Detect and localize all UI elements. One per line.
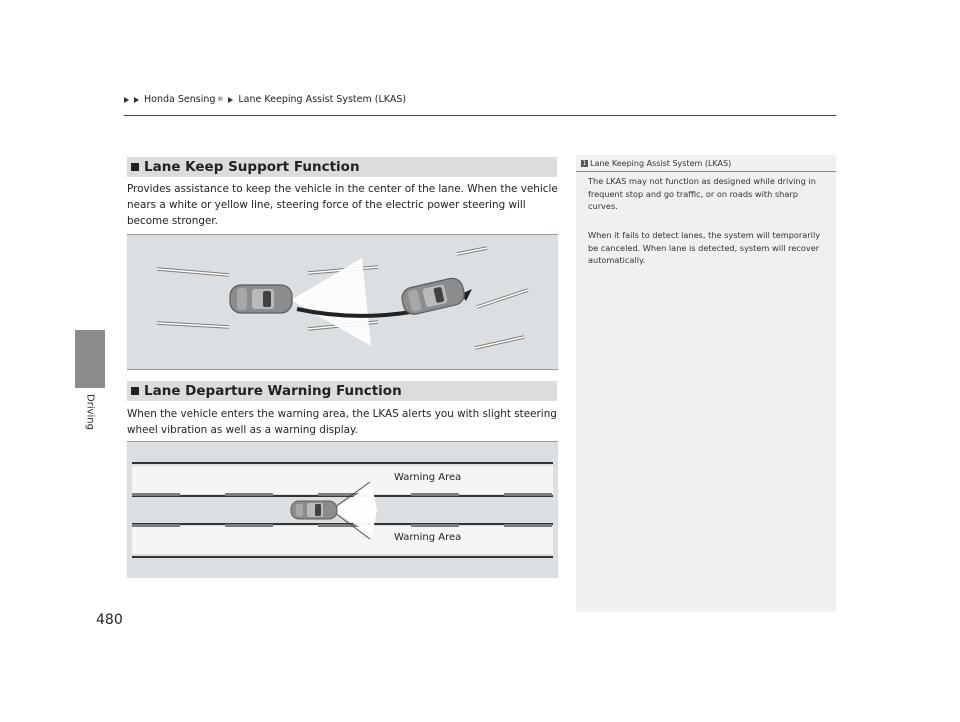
breadcrumb-item-honda-sensing[interactable]: Honda Sensing xyxy=(144,94,216,105)
registered-mark: ® xyxy=(217,96,224,103)
warning-area-label-bottom: Warning Area xyxy=(394,532,462,543)
warning-area-label-top: Warning Area xyxy=(394,472,462,483)
note-title-text: Lane Keeping Assist System (LKAS) xyxy=(590,159,732,168)
header-divider xyxy=(124,115,836,116)
note-divider xyxy=(576,171,836,172)
note-paragraph: When it fails to detect lanes, the system will temporarily be canceled. When lane is detected, system will recover automatically. xyxy=(588,230,821,265)
square-bullet-icon xyxy=(131,163,139,171)
car-icon xyxy=(291,501,337,519)
lane-keep-support-illustration xyxy=(127,234,558,370)
arrow-icon xyxy=(134,97,139,103)
section-body-text: When the vehicle enters the warning area, the LKAS alerts you with slight steering wheel vibration as well as a warning display. xyxy=(127,408,557,436)
section-title: Lane Departure Warning Function xyxy=(144,383,402,399)
lane-departure-warning-illustration xyxy=(127,441,558,578)
arrow-icon xyxy=(124,97,129,103)
reference-icon: 1 xyxy=(582,160,587,167)
breadcrumb-item-lkas[interactable]: Lane Keeping Assist System (LKAS) xyxy=(238,94,407,105)
car-icon xyxy=(230,285,292,313)
square-bullet-icon xyxy=(131,387,139,395)
chapter-label: Driving xyxy=(84,394,96,430)
note-title xyxy=(581,159,731,168)
note-paragraph: The LKAS may not function as designed while driving in frequent stop and go traffic, or on roads with sharp curves. xyxy=(588,176,816,211)
sidebar-note xyxy=(576,155,836,612)
section-title: Lane Keep Support Function xyxy=(144,159,360,175)
section-header-lane-keep-support xyxy=(127,157,557,177)
section-body-text: Provides assistance to keep the vehicle in the center of the lane. When the vehicle nears a white or yellow line, steering force of the electric power steering will become stronger. xyxy=(127,183,558,227)
chapter-tab xyxy=(75,330,105,388)
arrow-icon xyxy=(228,97,233,103)
page-number: 480 xyxy=(96,612,123,628)
section-header-lane-departure-warning xyxy=(127,381,557,401)
breadcrumb xyxy=(124,94,406,105)
